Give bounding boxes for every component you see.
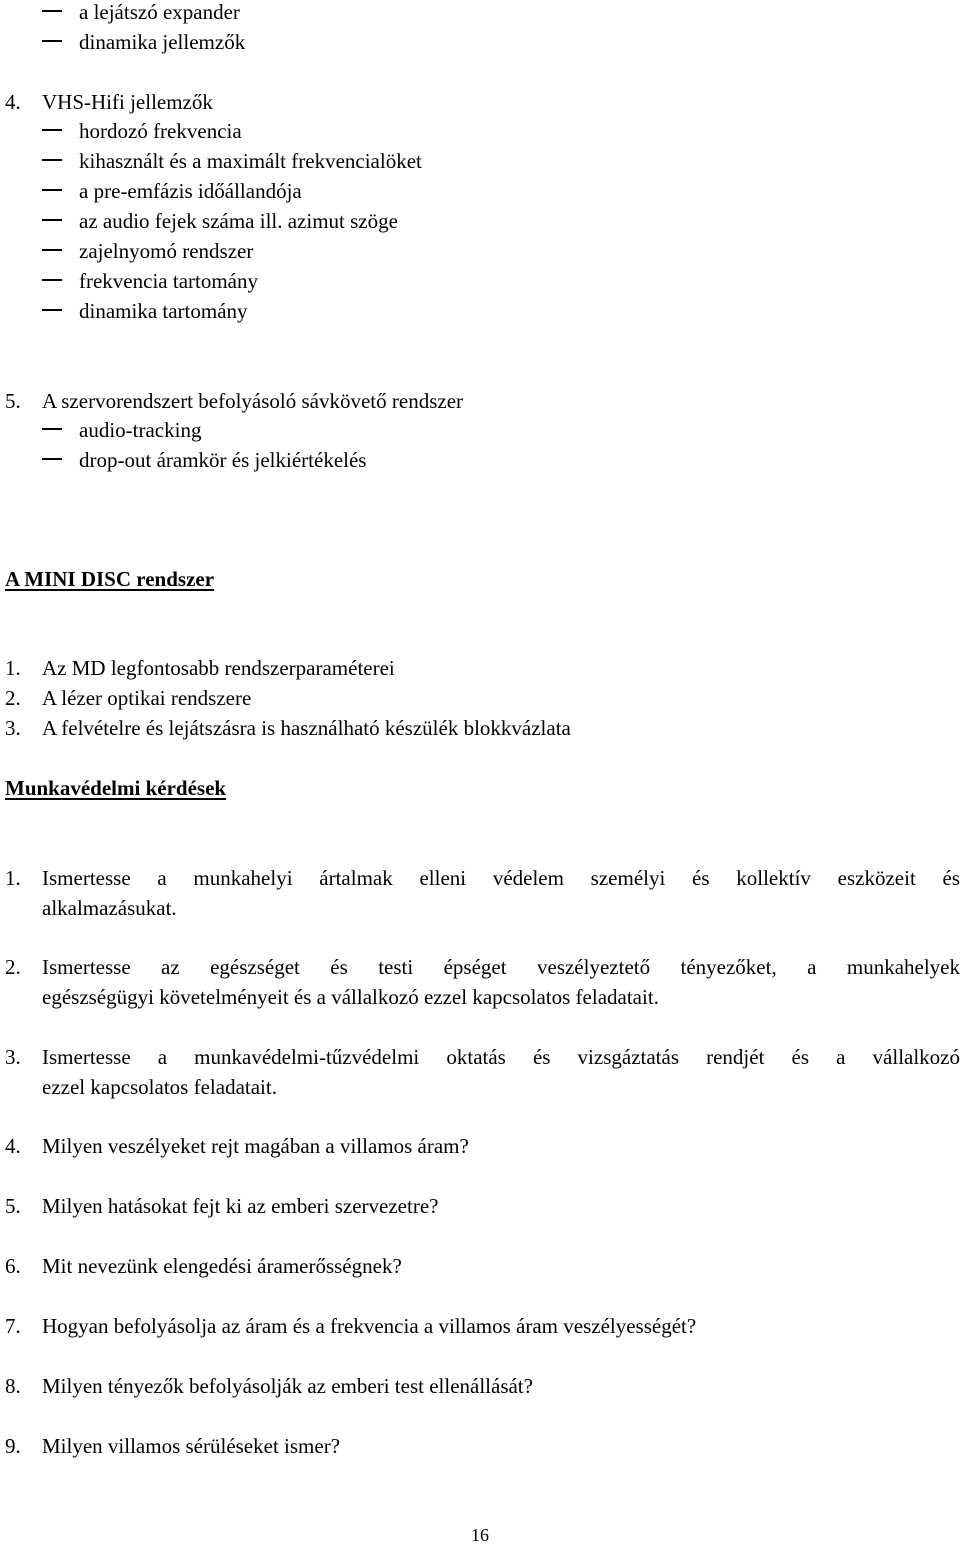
question-text: Milyen veszélyeket rejt magában a villamos áram? [42, 1134, 469, 1158]
question-text-continuation: egészségügyi követelményeit és a vállalkozó ezzel kapcsolatos feladatait. [42, 985, 659, 1009]
list-item: drop-out áramkör és jelkiértékelés [79, 448, 367, 472]
list-item: a lejátszó expander [79, 0, 240, 24]
section-heading: A MINI DISC rendszer [5, 567, 215, 591]
question-text: Milyen tényezők befolyásolják az emberi test ellenállását? [42, 1374, 533, 1398]
list-item: A lézer optikai rendszere [42, 686, 252, 710]
dash-bullet [42, 279, 62, 281]
list-item: a pre-emfázis időállandója [79, 179, 302, 203]
list-item: az audio fejek száma ill. azimut szöge [79, 209, 398, 233]
page-number: 16 [471, 1525, 489, 1545]
section-heading: Munkavédelmi kérdések [5, 776, 227, 800]
dash-bullet [42, 10, 62, 12]
section-title: VHS-Hifi jellemzők [42, 90, 213, 114]
list-item: dinamika tartomány [79, 299, 248, 323]
dash-bullet [42, 249, 62, 251]
item-number: 2. [5, 686, 21, 710]
dash-bullet [42, 159, 62, 161]
dash-bullet [42, 428, 62, 430]
dash-bullet [42, 458, 62, 460]
question-text-continuation: alkalmazásukat. [42, 896, 177, 920]
question-number: 6. [5, 1254, 21, 1278]
item-number: 1. [5, 656, 21, 680]
question-text: Mit nevezünk elengedési áramerősségnek? [42, 1254, 402, 1278]
question-text: Milyen hatásokat fejt ki az emberi szervezetre? [42, 1194, 439, 1218]
question-number: 8. [5, 1374, 21, 1398]
list-item: dinamika jellemzők [79, 30, 246, 54]
question-number: 7. [5, 1314, 21, 1338]
question-number: 5. [5, 1194, 21, 1218]
question-text: Milyen villamos sérüléseket ismer? [42, 1434, 341, 1458]
dash-bullet [42, 189, 62, 191]
section-number: 5. [5, 389, 21, 413]
question-text: Ismertesse a munkavédelmi-tűzvédelmi oktatás és vizsgáztatás rendjét és a vállalkozó [42, 1045, 960, 1069]
question-text: Ismertesse a munkahelyi ártalmak elleni védelem személyi és kollektív eszközeit és [42, 866, 960, 890]
list-item: frekvencia tartomány [79, 269, 258, 293]
section-title: A szervorendszert befolyásoló sávkövető rendszer [42, 389, 464, 413]
question-number: 3. [5, 1045, 21, 1069]
question-text: Hogyan befolyásolja az áram és a frekvencia a villamos áram veszélyességét? [42, 1314, 697, 1338]
item-number: 3. [5, 716, 21, 740]
question-text: Ismertesse az egészséget és testi épséget veszélyeztető tényezőket, a munkahelyek [42, 955, 960, 979]
dash-bullet [42, 309, 62, 311]
list-item: audio-tracking [79, 418, 202, 442]
list-item: zajelnyomó rendszer [79, 239, 254, 263]
section-number: 4. [5, 90, 21, 114]
question-number: 4. [5, 1134, 21, 1158]
question-number: 2. [5, 955, 21, 979]
list-item: Az MD legfontosabb rendszerparaméterei [42, 656, 395, 680]
question-number: 9. [5, 1434, 21, 1458]
question-number: 1. [5, 866, 21, 890]
list-item: A felvételre és lejátszásra is használható készülék blokkvázlata [42, 716, 571, 740]
dash-bullet [42, 129, 62, 131]
list-item: kihasznált és a maximált frekvencialöket [79, 149, 422, 173]
question-text-continuation: ezzel kapcsolatos feladatait. [42, 1075, 277, 1099]
dash-bullet [42, 219, 62, 221]
list-item: hordozó frekvencia [79, 119, 242, 143]
dash-bullet [42, 40, 62, 42]
